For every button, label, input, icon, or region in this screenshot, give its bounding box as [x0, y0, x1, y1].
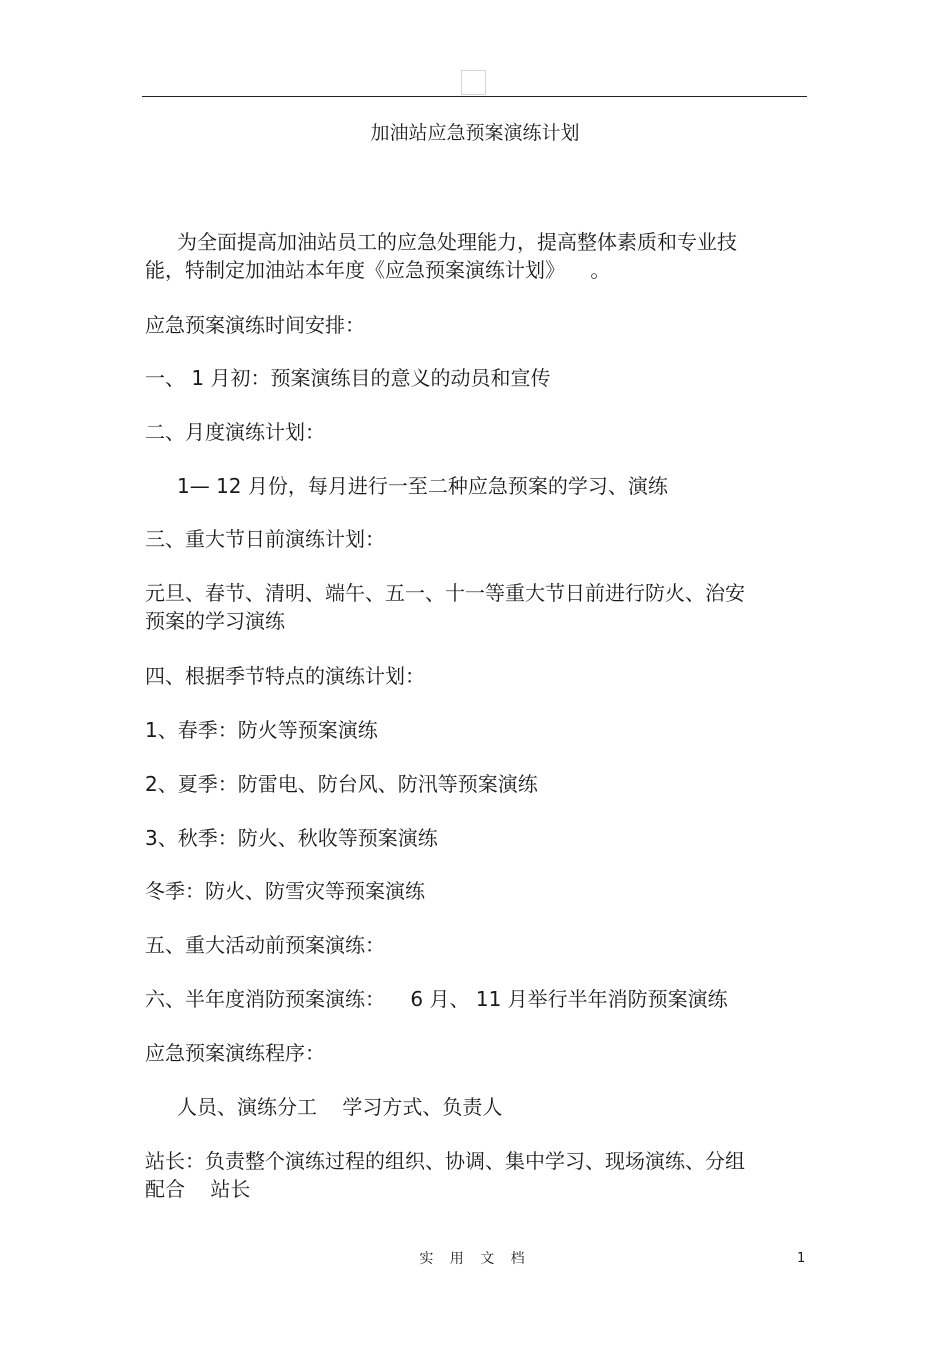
footer-label: 实 用 文 档 — [419, 1251, 531, 1267]
stationmaster-duty-line-1: 站长：负责整个演练过程的组织、协调、集中学习、现场演练、分组 — [145, 1149, 745, 1173]
section-three-detail-line-1: 元旦、春节、清明、端午、五一、十一等重大节日前进行防火、治安 — [145, 581, 745, 605]
section-two-heading: 二、月度演练计划： — [145, 420, 325, 444]
section-six-heading: 六、半年度消防预案演练： 6 月、 11 月举行半年消防预案演练 — [145, 987, 728, 1011]
intro-paragraph-line-1: 为全面提高加油站员工的应急处理能力，提高整体素质和专业技 — [177, 230, 737, 254]
document-title: 加油站应急预案演练计划 — [370, 122, 580, 144]
section-two-detail: 1— 12 月份，每月进行一至二种应急预案的学习、演练 — [177, 474, 668, 498]
page-number: 1 — [797, 1251, 806, 1266]
season-winter-item: 冬季：防火、防雪灾等预案演练 — [145, 879, 425, 903]
section-three-heading: 三、重大节日前演练计划： — [145, 527, 385, 551]
season-autumn-item: 3、秋季：防火、秋收等预案演练 — [145, 826, 438, 850]
section-five-heading: 五、重大活动前预案演练： — [145, 933, 385, 957]
season-summer-item: 2、夏季：防雷电、防台风、防汛等预案演练 — [145, 772, 538, 796]
schedule-heading: 应急预案演练时间安排： — [145, 313, 365, 337]
stationmaster-duty-line-2: 配合 站长 — [145, 1177, 251, 1201]
section-three-detail-line-2: 预案的学习演练 — [145, 609, 285, 633]
season-spring-item: 1、春季：防火等预案演练 — [145, 718, 378, 742]
section-one: 一、 1 月初：预案演练目的意义的动员和宣传 — [145, 366, 551, 390]
section-four-heading: 四、根据季节特点的演练计划： — [145, 664, 425, 688]
procedure-columns: 人员、演练分工 学习方式、负责人 — [177, 1095, 503, 1119]
procedure-heading: 应急预案演练程序： — [145, 1041, 325, 1065]
intro-paragraph-line-2: 能，特制定加油站本年度《应急预案演练计划》 。 — [145, 258, 611, 282]
header-placeholder-box — [461, 70, 486, 95]
header-rule — [142, 96, 807, 97]
